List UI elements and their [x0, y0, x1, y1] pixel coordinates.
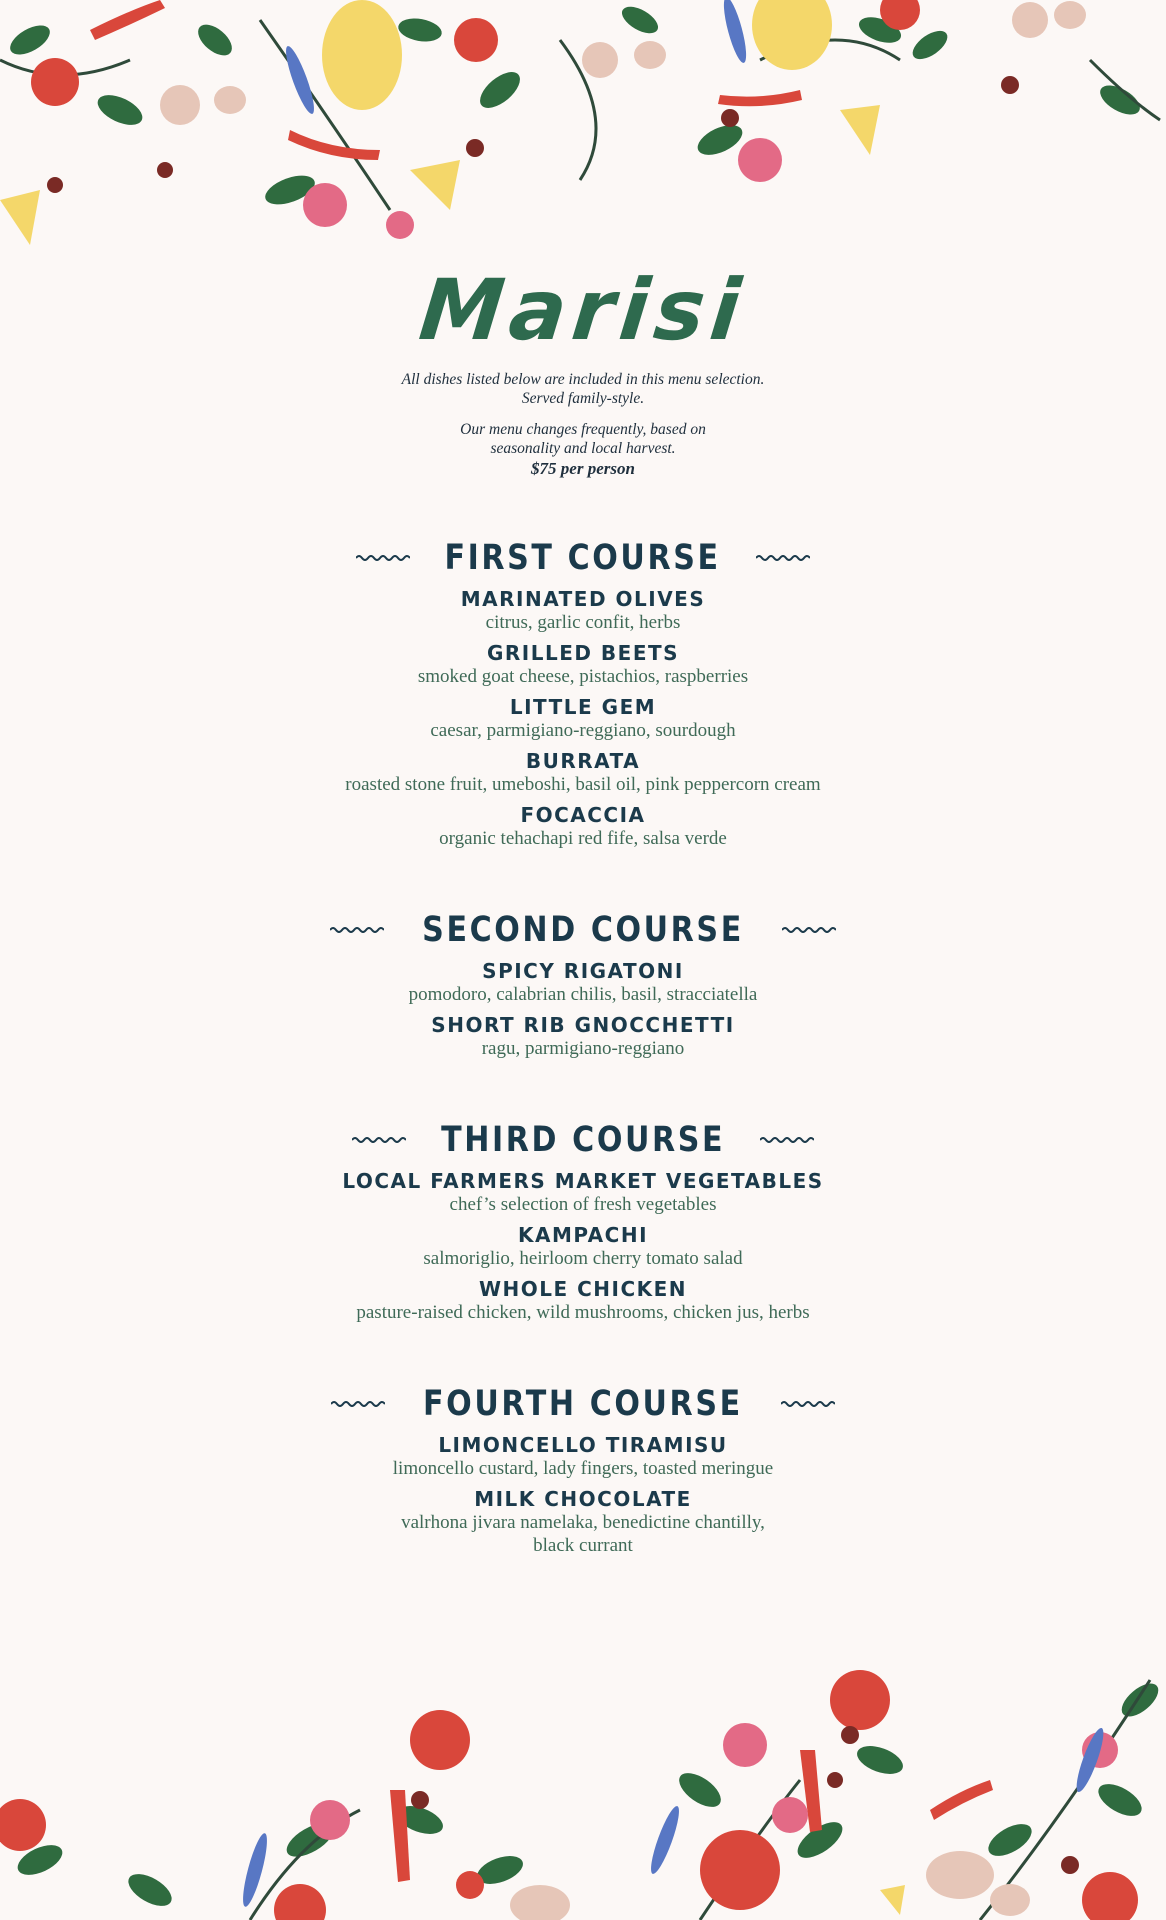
dish-item	[0, 1488, 1166, 1557]
dish-name: SHORT RIB GNOCCHETTI	[431, 1013, 735, 1037]
course-header	[0, 1376, 1166, 1432]
intro-line-4: seasonality and local harvest.	[490, 440, 676, 457]
dish-name: LIMONCELLO TIRAMISU	[438, 1433, 728, 1457]
dish-name: SPICY RIGATONI	[482, 959, 684, 983]
wave-divider-icon	[356, 553, 410, 563]
dish-name: GRILLED BEETS	[486, 641, 680, 665]
dish-item	[0, 1278, 1166, 1324]
course-header	[0, 530, 1166, 586]
dish-name: LOCAL FARMERS MARKET VEGETABLES	[342, 1169, 824, 1193]
course-section	[0, 902, 1166, 1060]
course-title: FIRST COURSE	[444, 538, 722, 578]
dish-item	[0, 804, 1166, 850]
dish-name: KAMPACHI	[517, 1223, 649, 1247]
course-section	[0, 1112, 1166, 1324]
dish-item	[0, 588, 1166, 634]
wave-divider-icon	[781, 1399, 835, 1409]
dish-description: citrus, garlic confit, herbs	[485, 612, 681, 633]
wave-divider-icon	[331, 1399, 385, 1409]
dish-description: chef’s selection of fresh vegetables	[449, 1194, 717, 1215]
course-section	[0, 530, 1166, 850]
dish-name: BURRATA	[525, 749, 641, 773]
wave-divider-icon	[330, 925, 384, 935]
dish-description: smoked goat cheese, pistachios, raspberries	[417, 666, 749, 687]
dish-item	[0, 750, 1166, 796]
dish-name: MARINATED OLIVES	[460, 587, 706, 611]
dish-description: pasture-raised chicken, wild mushrooms, chicken jus, herbs	[356, 1302, 810, 1323]
dish-description: caesar, parmigiano-reggiano, sourdough	[430, 720, 736, 741]
intro-line-3: Our menu changes frequently, based on	[460, 421, 706, 438]
dish-item	[0, 1224, 1166, 1270]
course-title: FOURTH COURSE	[423, 1384, 743, 1424]
price-per-person: $75 per person	[531, 459, 635, 478]
dish-description: ragu, parmigiano-reggiano	[481, 1038, 685, 1059]
wave-divider-icon	[782, 925, 836, 935]
dish-item	[0, 642, 1166, 688]
dish-item	[0, 1434, 1166, 1480]
wave-divider-icon	[352, 1135, 406, 1145]
course-header	[0, 1112, 1166, 1168]
dish-name: LITTLE GEM	[509, 695, 657, 719]
course-title: THIRD COURSE	[440, 1120, 726, 1160]
dish-description: roasted stone fruit, umeboshi, basil oil, pink peppercorn cream	[345, 774, 821, 795]
dish-description: organic tehachapi red fife, salsa verde	[439, 828, 727, 849]
top-floral-illustration	[0, 0, 1166, 290]
bottom-floral-illustration	[0, 1640, 1166, 1920]
dish-item	[0, 1014, 1166, 1060]
dish-item	[0, 960, 1166, 1006]
restaurant-logo: Marisi	[415, 261, 751, 359]
dish-name: WHOLE CHICKEN	[478, 1277, 688, 1301]
wave-divider-icon	[756, 553, 810, 563]
dish-description: limoncello custard, lady fingers, toasted meringue	[392, 1458, 774, 1479]
wave-divider-icon	[760, 1135, 814, 1145]
dish-name: MILK CHOCOLATE	[474, 1487, 692, 1511]
dish-description: valrhona jivara namelaka, benedictine chantilly,	[401, 1512, 765, 1533]
dish-item	[0, 696, 1166, 742]
dish-description: black currant	[533, 1535, 633, 1556]
menu-content	[0, 261, 1166, 1557]
course-section	[0, 1376, 1166, 1557]
course-title: SECOND COURSE	[422, 910, 744, 950]
dish-description: salmoriglio, heirloom cherry tomato salad	[423, 1248, 743, 1269]
dish-item	[0, 1170, 1166, 1216]
course-header	[0, 902, 1166, 958]
intro-line-1: All dishes listed below are included in this menu selection.	[401, 371, 765, 388]
intro-line-2: Served family-style.	[521, 390, 645, 407]
dish-name: FOCACCIA	[520, 803, 646, 827]
dish-description: pomodoro, calabrian chilis, basil, stracciatella	[408, 984, 758, 1005]
